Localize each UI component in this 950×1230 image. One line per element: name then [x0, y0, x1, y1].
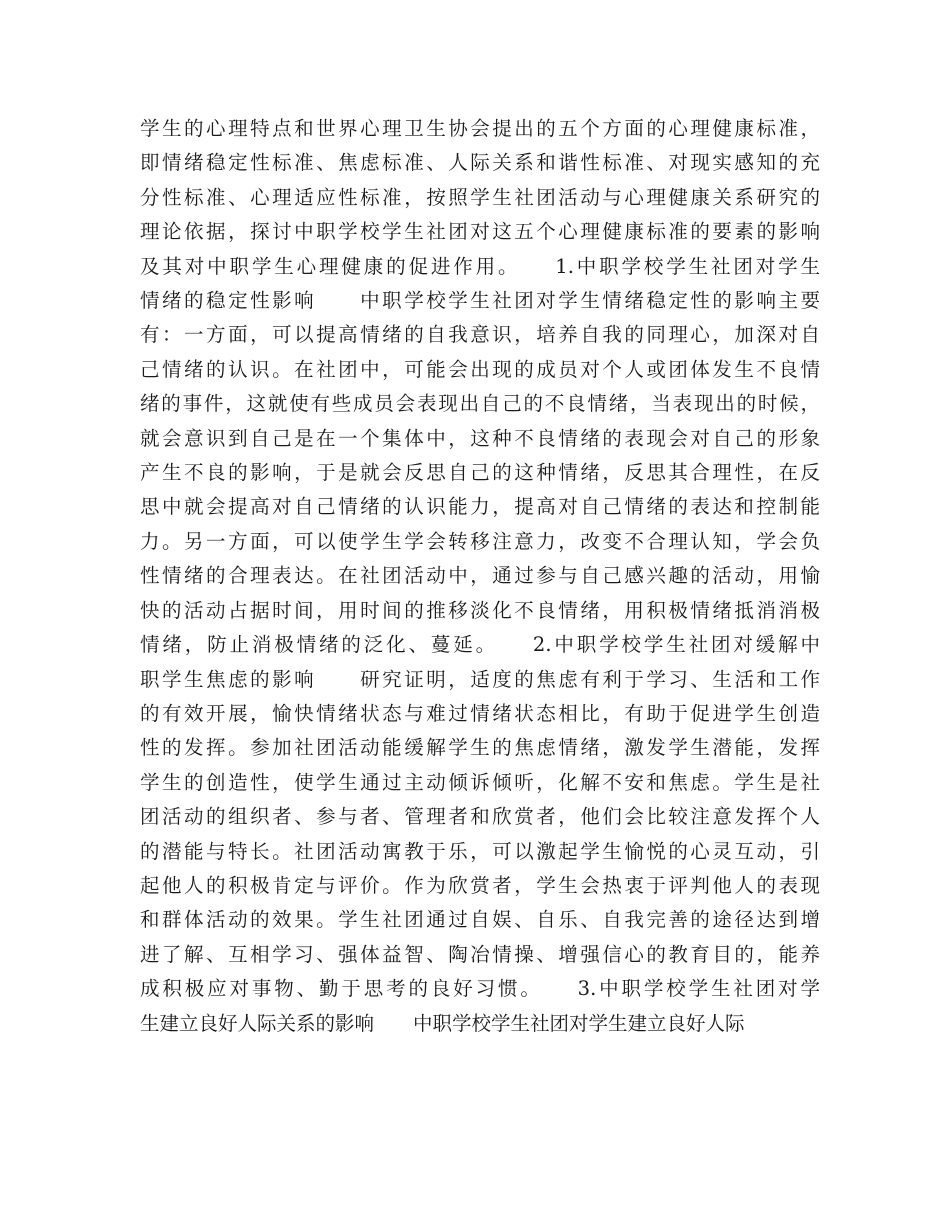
- text-line-6: 情绪的稳定性影响 中职学校学生社团对学生情绪稳定性的影响主要: [140, 289, 820, 313]
- text-line-13: 力。另一方面，可以使学生学会转移注意力，改变不合理认知，学会负: [140, 529, 820, 553]
- text-line-7: 有：一方面，可以提高情绪的自我意识，培养自我的同理心，加深对自: [140, 323, 820, 347]
- text-line-1: 学生的心理特点和世界心理卫生协会提出的五个方面的心理健康标准，: [140, 117, 820, 140]
- text-line-23: 起他人的积极肯定与评价。作为欣赏者，学生会热衷于评判他人的表现: [140, 873, 820, 897]
- text-line-8: 己情绪的认识。在社团中，可能会出现的成员对个人或团体发生不良情: [140, 357, 820, 381]
- text-line-20: 学生的创造性，使学生通过主动倾诉倾听，化解不安和焦虑。学生是社: [140, 770, 820, 794]
- text-line-27: 生建立良好人际关系的影响 中职学校学生社团对学生建立良好人际: [140, 1011, 745, 1035]
- text-line-18: 的有效开展，愉快情绪状态与难过情绪状态相比，有助于促进学生创造: [140, 701, 820, 725]
- text-line-5: 及其对中职学生心理健康的促进作用。 1.中职学校学生社团对学生: [140, 254, 820, 278]
- body-text: [140, 112, 820, 1041]
- text-line-22: 的潜能与特长。社团活动寓教于乐，可以激起学生愉悦的心灵互动，引: [140, 839, 820, 863]
- text-line-21: 团活动的组织者、参与者、管理者和欣赏者，他们会比较注意发挥个人: [140, 805, 820, 829]
- text-line-17: 职学生焦虑的影响 研究证明，适度的焦虑有利于学习、生活和工作: [140, 667, 820, 691]
- text-line-10: 就会意识到自己是在一个集体中，这种不良情绪的表现会对自己的形象: [140, 426, 820, 450]
- text-line-3: 分性标准、心理适应性标准，按照学生社团活动与心理健康关系研究的: [140, 185, 820, 209]
- text-line-24: 和群体活动的效果。学生社团通过自娱、自乐、自我完善的途径达到增: [140, 908, 820, 932]
- text-line-11: 产生不良的影响，于是就会反思自己的这种情绪，反思其合理性，在反: [140, 461, 820, 485]
- text-line-26: 成积极应对事物、勤于思考的良好习惯。 3.中职学校学生社团对学: [140, 977, 820, 1001]
- text-line-25: 进了解、互相学习、强体益智、陶冶情操、增强信心的教育目的，能养: [140, 942, 820, 966]
- text-line-4: 理论依据，探讨中职学校学生社团对这五个心理健康标准的要素的影响: [140, 220, 820, 244]
- text-line-14: 性情绪的合理表达。在社团活动中，通过参与自己感兴趣的活动，用愉: [140, 564, 820, 588]
- text-line-19: 性的发挥。参加社团活动能缓解学生的焦虑情绪，激发学生潜能，发挥: [140, 736, 820, 760]
- text-line-2: 即情绪稳定性标准、焦虑标准、人际关系和谐性标准、对现实感知的充: [140, 151, 820, 175]
- text-line-9: 绪的事件，这就使有些成员会表现出自己的不良情绪，当表现出的时候，: [140, 392, 820, 416]
- text-line-16: 情绪，防止消极情绪的泛化、蔓延。 2.中职学校学生社团对缓解中: [140, 633, 820, 657]
- text-line-12: 思中就会提高对自己情绪的认识能力，提高对自己情绪的表达和控制能: [140, 495, 820, 519]
- text-line-15: 快的活动占据时间，用时间的推移淡化不良情绪，用积极情绪抵消消极: [140, 598, 820, 622]
